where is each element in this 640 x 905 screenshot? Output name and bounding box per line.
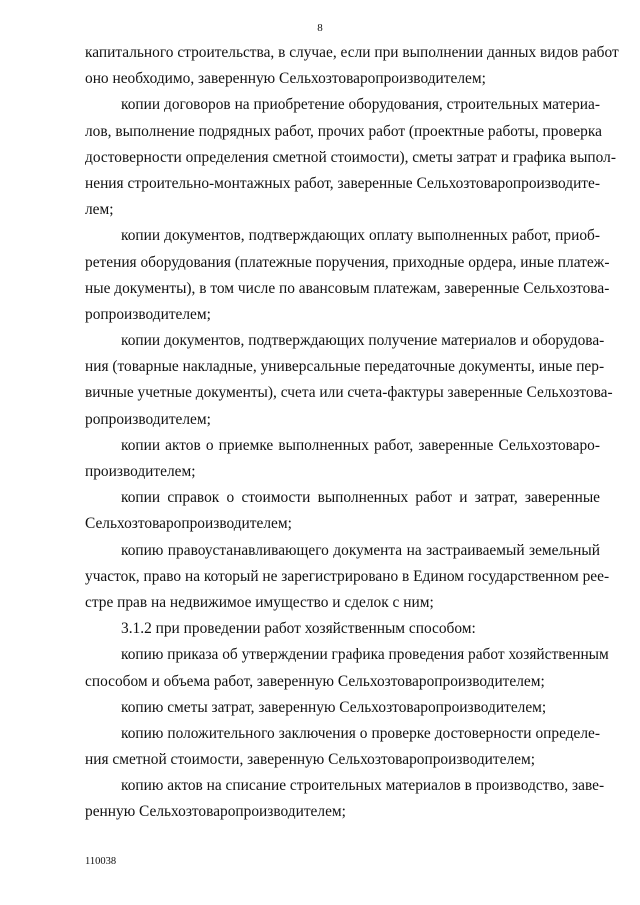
text-line: копию правоустанавливающего документа на застраиваемый земельный: [121, 541, 600, 559]
text-line: участок, право на который не зарегистрировано в Едином государственном рее-: [85, 567, 610, 585]
text-line: копию положительного заключения о проверке достоверности определе-: [121, 724, 600, 742]
text-line: стре прав на недвижимое имущество и сделок с ним;: [85, 593, 434, 611]
text-line: копии справок о стоимости выполненных работ и затрат, заверенные: [121, 489, 600, 507]
text-line: вичные учетные документы), счета или счета-фактуры заверенные Сельхозтова-: [85, 384, 613, 402]
text-line: копию сметы затрат, заверенную Сельхозтоваропроизводителем;: [121, 698, 547, 716]
text-line: ренную Сельхозтоваропроизводителем;: [85, 803, 346, 821]
text-line: копии актов о приемке выполненных работ, заверенные Сельхозтоваро-: [121, 436, 600, 454]
text-line: способом и объема работ, заверенную Сельхозтоваропроизводителем;: [85, 672, 545, 690]
text-line: ния (товарные накладные, универсальные передаточные документы, иные пер-: [85, 358, 605, 376]
text-line: ропроизводителем;: [85, 305, 211, 323]
text-line: Сельхозтоваропроизводителем;: [85, 515, 292, 533]
text-line: лем;: [85, 201, 114, 219]
text-line: копию приказа об утверждении графика проведения работ хозяйственным: [121, 646, 609, 664]
text-line: ные документы), в том числе по авансовым платежам, заверенные Сельхозтова-: [85, 279, 610, 297]
text-line: оно необходимо, заверенную Сельхозтоваропроизводителем;: [85, 70, 486, 88]
text-line: нения строительно-монтажных работ, заверенные Сельхозтоваропроизводите-: [85, 174, 600, 192]
text-line: лов, выполнение подрядных работ, прочих работ (проектные работы, проверка: [85, 122, 602, 140]
text-line: ретения оборудования (платежные поручения, приходные ордера, иные платеж-: [85, 253, 610, 271]
text-line: копии договоров на приобретение оборудования, строительных материа-: [121, 96, 600, 114]
text-line: копии документов, подтверждающих получение материалов и оборудова-: [121, 332, 605, 350]
document-body: [85, 40, 619, 826]
page-number: 8: [317, 22, 323, 34]
text-line: копии документов, подтверждающих оплату выполненных работ, приоб-: [121, 227, 600, 245]
text-line: достоверности определения сметной стоимости), сметы затрат и графика выпол-: [85, 148, 616, 166]
text-line: ропроизводителем;: [85, 410, 211, 428]
text-line: ния сметной стоимости, заверенную Сельхозтоваропроизводителем;: [85, 751, 535, 769]
text-line: копию актов на списание строительных материалов в производство, заве-: [121, 777, 605, 795]
text-line: капитального строительства, в случае, если при выполнении данных видов работ: [85, 44, 619, 61]
document-code: 110038: [85, 856, 117, 867]
text-line: производителем;: [85, 463, 196, 480]
text-line: 3.1.2 при проведении работ хозяйственным способом:: [121, 620, 476, 638]
